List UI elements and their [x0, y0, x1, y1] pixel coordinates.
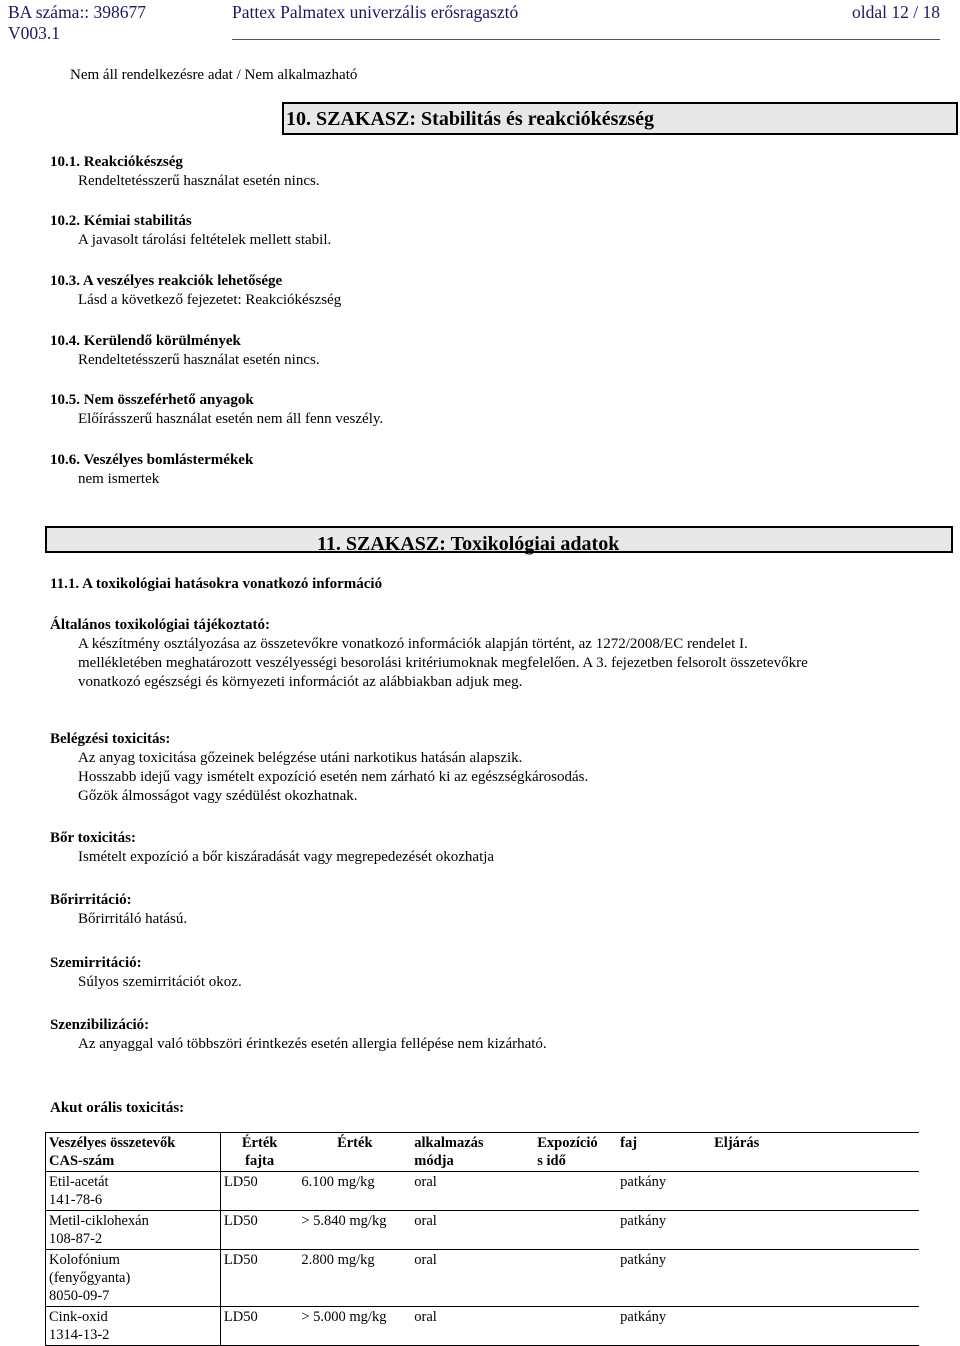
item-heading: 10.6. Veszélyes bomlástermékek — [50, 452, 254, 468]
section-10-title: 10. SZAKASZ: Stabilitás és reakciókészség — [286, 108, 654, 130]
general-heading: Általános toxikológiai tájékoztató: — [50, 617, 270, 633]
col-header-route: alkalmazás módja — [411, 1133, 534, 1172]
col-header-value-type: Érték fajta — [220, 1133, 298, 1172]
inhalation-line: Hosszabb idejű vagy ismételt expozíció esetén nem zárható ki az egészségkárosodás. — [78, 769, 589, 785]
component-cell: Cink-oxid 1314-13-2 — [46, 1307, 221, 1346]
sens-heading: Szenzibilizáció: — [50, 1017, 150, 1033]
inhalation-line: Gőzök álmosságot vagy szédülést okozhatnak. — [78, 788, 358, 804]
item-text: Lásd a következő fejezetet: Reakciókészség — [78, 292, 342, 308]
value-cell: 6.100 mg/kg — [298, 1172, 411, 1211]
general-line: A készítmény osztályozása az összetevőkre vonatkozó információk alapján történt, az 1272/2008/EC rendelet I. — [78, 636, 748, 652]
general-line: mellékletében meghatározott veszélyességi besorolási kritériumoknak megfelelően. A 3. fejezetben felsorolt összetevőkre — [78, 655, 808, 671]
col-header-method: Eljárás — [711, 1133, 919, 1172]
item-10-1 — [50, 153, 320, 191]
value-cell: > 5.000 mg/kg — [298, 1307, 411, 1346]
skin-tox-heading: Bőr toxicitás: — [50, 830, 136, 846]
doc-number: BA száma:: 398677 — [8, 2, 147, 22]
value-type-cell: LD50 — [220, 1211, 298, 1250]
species-cell: patkány — [617, 1250, 711, 1307]
item-text: Rendeltetésszerű használat esetén nincs. — [78, 173, 320, 189]
general-tox-info — [50, 616, 808, 692]
section-11-header — [45, 526, 953, 553]
section-10-header — [282, 102, 958, 135]
col-header-component: Veszélyes összetevők CAS-szám — [46, 1133, 221, 1172]
sensitization — [50, 1016, 547, 1054]
table-row — [46, 1250, 920, 1307]
method-cell — [711, 1211, 919, 1250]
item-heading: 10.2. Kémiai stabilitás — [50, 213, 192, 229]
item-text: Előírásszerű használat esetén nem áll fenn veszély. — [78, 411, 384, 427]
item-10-6 — [50, 451, 253, 489]
component-cell: Etil-acetát 141-78-6 — [46, 1172, 221, 1211]
item-text: A javasolt tárolási feltételek mellett stabil. — [78, 232, 332, 248]
col-header-value: Érték — [298, 1133, 411, 1172]
item-heading: 10.3. A veszélyes reakciók lehetősége — [50, 273, 283, 289]
skin-tox — [50, 829, 494, 867]
top-note: Nem áll rendelkezésre adat / Nem alkalmazható — [70, 67, 358, 83]
table-row — [46, 1211, 920, 1250]
doc-version: V003.1 — [8, 23, 61, 43]
species-cell: patkány — [617, 1172, 711, 1211]
acute-oral-heading: Akut orális toxicitás: — [50, 1100, 185, 1116]
sens-text: Az anyaggal való többszöri érintkezés esetén allergia fellépése nem kizárható. — [78, 1036, 547, 1052]
item-10-3 — [50, 272, 341, 310]
skin-tox-text: Ismételt expozíció a bőr kiszáradását vagy megrepedezését okozhatja — [78, 849, 495, 865]
value-cell: > 5.840 mg/kg — [298, 1211, 411, 1250]
route-cell: oral — [411, 1172, 534, 1211]
col-header-species: faj — [617, 1133, 711, 1172]
document-id — [8, 2, 146, 44]
item-heading: 10.4. Kerülendő körülmények — [50, 333, 241, 349]
item-10-4 — [50, 332, 320, 370]
exposure-cell — [534, 1211, 617, 1250]
acute-oral-table — [45, 1132, 919, 1346]
general-line: vonatkozó egészségi és környezeti információt az alábbiakban adjuk meg. — [78, 674, 523, 690]
route-cell: oral — [411, 1250, 534, 1307]
section-11-title: 11. SZAKASZ: Toxikológiai adatok — [317, 533, 620, 555]
skin-irritation — [50, 891, 187, 929]
species-cell: patkány — [617, 1307, 711, 1346]
value-type-cell: LD50 — [220, 1250, 298, 1307]
method-cell — [711, 1307, 919, 1346]
value-type-cell: LD50 — [220, 1307, 298, 1346]
value-type-cell: LD50 — [220, 1172, 298, 1211]
route-cell: oral — [411, 1211, 534, 1250]
inhalation-line: Az anyag toxicitása gőzeinek belégzése utáni narkotikus hatásán alapszik. — [78, 750, 523, 766]
item-heading: 10.1. Reakciókészség — [50, 154, 183, 170]
inhalation-heading: Belégzési toxicitás: — [50, 731, 171, 747]
skin-irr-heading: Bőrirritáció: — [50, 892, 132, 908]
eye-irritation — [50, 954, 242, 992]
item-10-5 — [50, 391, 383, 429]
value-cell: 2.800 mg/kg — [298, 1250, 411, 1307]
method-cell — [711, 1172, 919, 1211]
page-number: oldal 12 / 18 — [852, 2, 940, 22]
exposure-cell — [534, 1172, 617, 1211]
item-heading: 10.5. Nem összeférhető anyagok — [50, 392, 254, 408]
section-11-1-heading: 11.1. A toxikológiai hatásokra vonatkozó információ — [50, 576, 383, 592]
table-header-row — [46, 1133, 920, 1172]
component-cell: Metil-ciklohexán 108-87-2 — [46, 1211, 221, 1250]
method-cell — [711, 1250, 919, 1307]
table-row — [46, 1172, 920, 1211]
col-header-exposure: Expozíció s idő — [534, 1133, 617, 1172]
product-name: Pattex Palmatex univerzális erősragasztó — [232, 2, 519, 22]
exposure-cell — [534, 1307, 617, 1346]
table-row — [46, 1307, 920, 1346]
exposure-cell — [534, 1250, 617, 1307]
inhalation-tox — [50, 730, 588, 806]
species-cell: patkány — [617, 1211, 711, 1250]
eye-irr-text: Súlyos szemirritációt okoz. — [78, 974, 242, 990]
route-cell: oral — [411, 1307, 534, 1346]
skin-irr-text: Bőrirritáló hatású. — [78, 911, 188, 927]
component-cell: Kolofónium (fenyőgyanta) 8050-09-7 — [46, 1250, 221, 1307]
header-divider — [232, 39, 940, 40]
eye-irr-heading: Szemirritáció: — [50, 955, 142, 971]
item-text: Rendeltetésszerű használat esetén nincs. — [78, 352, 320, 368]
item-10-2 — [50, 212, 331, 250]
item-text: nem ismertek — [78, 471, 160, 487]
